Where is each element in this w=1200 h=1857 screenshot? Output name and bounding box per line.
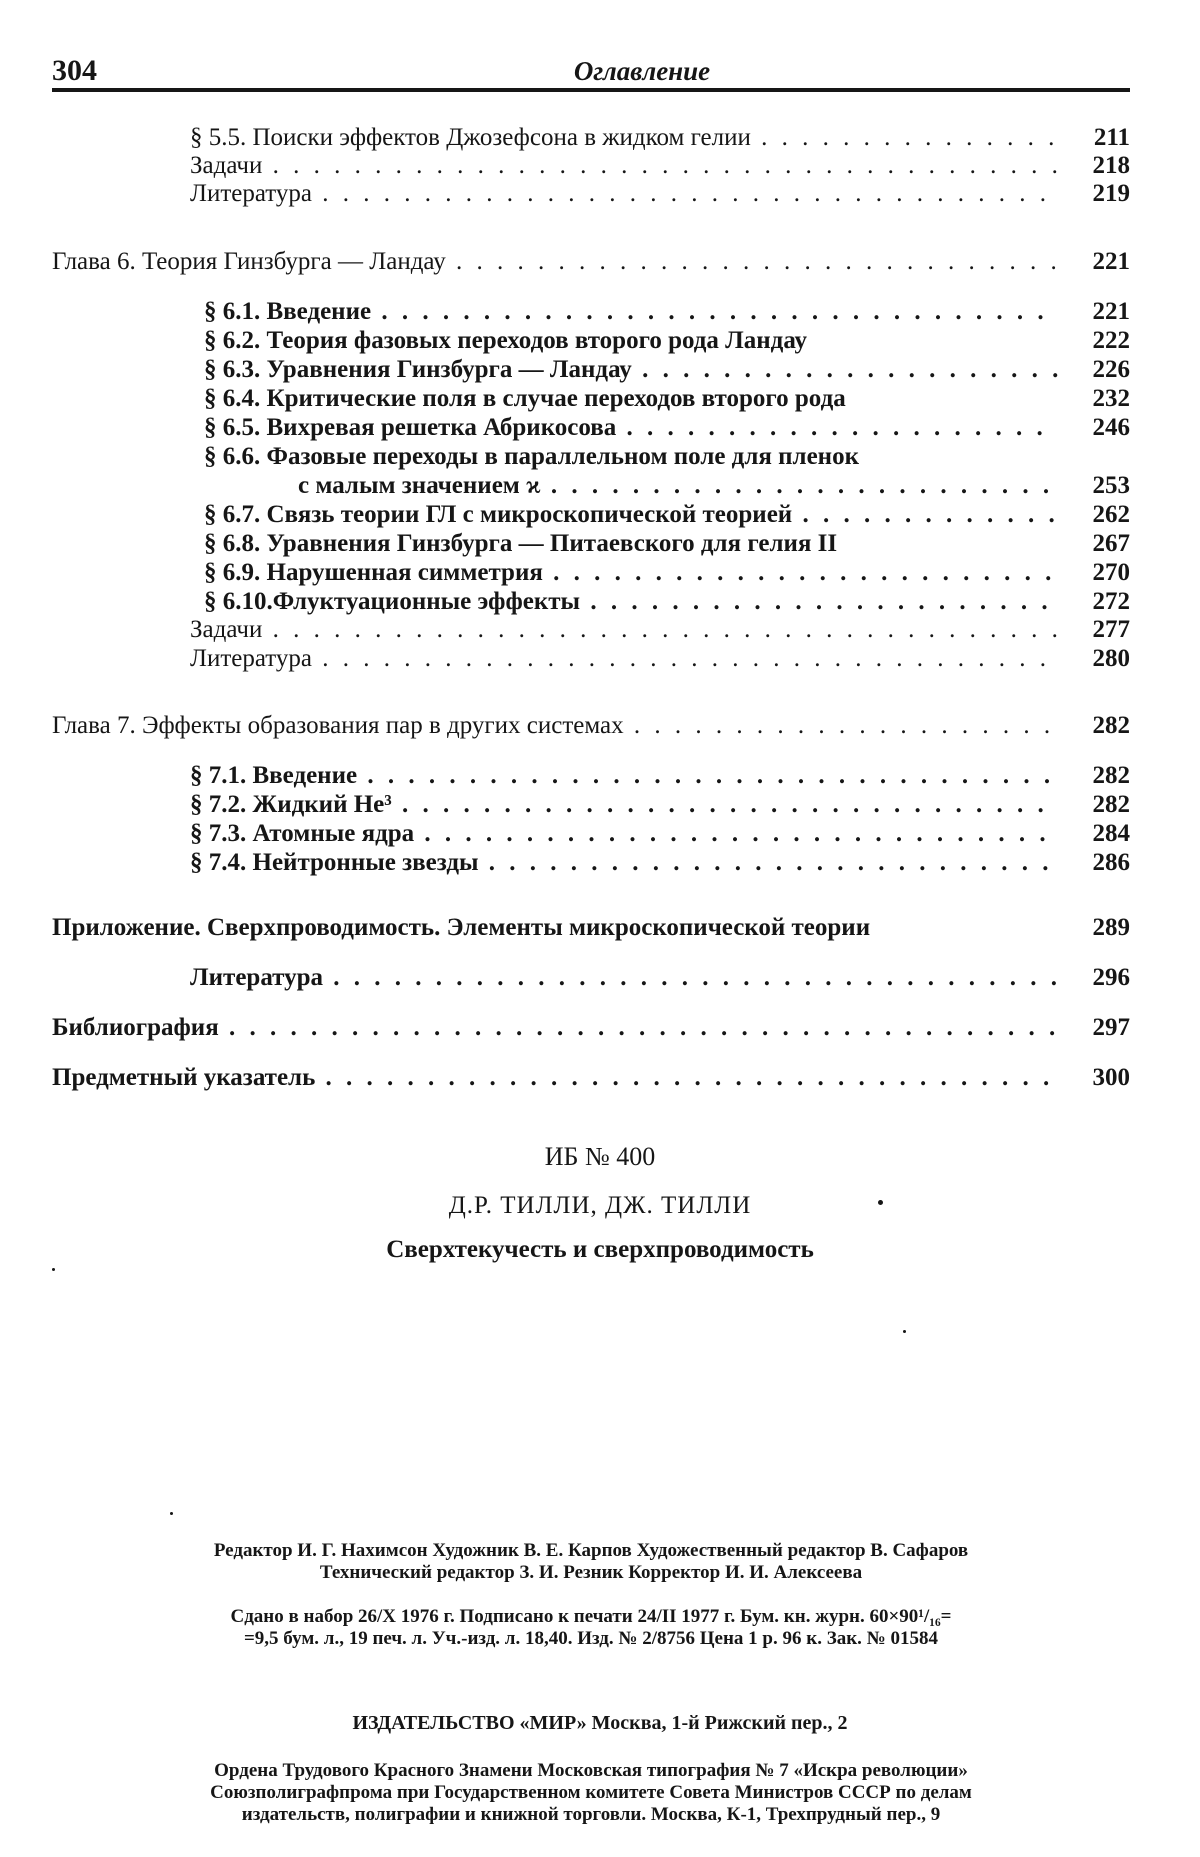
toc-entry <box>204 559 1130 589</box>
running-title: Оглавление <box>573 56 711 86</box>
toc-entry-page: 218 <box>1092 152 1130 179</box>
credits-line: Технический редактор З. И. Резник Корректор И. И. Алексеева <box>319 1562 863 1583</box>
toc-entry <box>204 443 1130 473</box>
toc-entry <box>190 152 1130 182</box>
printing-line: Сдано в набор 26/X 1976 г. Подписано к печати 24/II 1977 г. Бум. кн. журн. 60×90¹/₁₆= <box>230 1606 952 1627</box>
printer-details <box>52 1760 1130 1826</box>
printing-line: =9,5 бум. л., 19 печ. л. Уч.-изд. л. 18,40. Изд. № 2/8756 Цена 1 р. 96 к. Зак. № 01584 <box>243 1628 939 1649</box>
toc-entry-page: 253 <box>1092 472 1130 499</box>
index-entry <box>52 1064 1130 1094</box>
appendix-title: Приложение. Сверхпроводимость. Элементы микроскопической теории <box>52 914 871 941</box>
toc-entry-page: 232 <box>1092 385 1130 412</box>
scan-speck <box>170 1512 173 1515</box>
toc-entry-page: 267 <box>1092 530 1130 557</box>
toc-entry-page: 297 <box>1092 1014 1130 1041</box>
toc-entry-page: 226 <box>1092 356 1130 383</box>
toc-entry-page: 282 <box>1092 762 1130 789</box>
printing-details <box>52 1606 1130 1650</box>
toc-entry-label: § 6.10.Флуктуационные эффекты . . . <box>204 588 1058 616</box>
chapter-title: Глава 7. Эффекты образования пар в других системах . . . <box>52 712 1058 740</box>
toc-entry-label: § 6.6. Фазовые переходы в параллельном поле для пленок <box>204 443 859 470</box>
toc-entry-label: Предметный указатель . . . <box>52 1064 1058 1092</box>
toc-entry-page: 270 <box>1092 559 1130 586</box>
toc-entry-page: 277 <box>1092 616 1130 643</box>
toc-entry <box>204 530 1130 560</box>
toc-entry <box>190 645 1130 675</box>
toc-entry <box>190 180 1130 210</box>
toc-entry <box>190 762 1130 792</box>
toc-entry-label: Литература . . . <box>190 645 1058 673</box>
toc-entry-page: 296 <box>1092 964 1130 991</box>
toc-entry-label: Библиография . . . <box>52 1014 1058 1042</box>
toc-entry-page: 211 <box>1093 124 1130 151</box>
toc-entry-label: § 6.9. Нарушенная симметрия . . . <box>204 559 1058 587</box>
toc-entry <box>190 820 1130 850</box>
toc-entry-page: 262 <box>1092 501 1130 528</box>
toc-entry-page: 221 <box>1092 298 1130 325</box>
ib-number: ИБ № 400 <box>544 1142 656 1171</box>
toc-entry-label: с малым значением ϰ . . . <box>298 472 1058 500</box>
toc-entry-label: Задачи . . . <box>190 616 1058 644</box>
page-number: 304 <box>52 54 97 87</box>
header-rule <box>52 88 1130 92</box>
toc-entry <box>204 414 1130 444</box>
toc-entry-label: Задачи . . . <box>190 152 1058 180</box>
chapter-page: 282 <box>1092 712 1130 739</box>
toc-entry-page: 272 <box>1092 588 1130 615</box>
printer-line: Союзполиграфпрома при Государственном комитете Совета Министров СССР по делам <box>210 1782 972 1803</box>
toc-entry <box>204 298 1130 328</box>
toc-entry-label: Литература . . . <box>190 964 1058 992</box>
toc-entry-label: Литература . . . <box>190 180 1058 208</box>
toc-entry-label: § 7.1. Введение . . . <box>190 762 1058 790</box>
scan-speck <box>903 1330 906 1333</box>
publisher-line: ИЗДАТЕЛЬСТВО «МИР» Москва, 1-й Рижский пер., 2 <box>352 1712 848 1734</box>
chapter-6-heading <box>52 248 1130 278</box>
book-authors: Д.Р. ТИЛЛИ, ДЖ. ТИЛЛИ <box>448 1192 752 1219</box>
toc-entry-label: § 7.2. Жидкий He³ . . . <box>190 791 1058 819</box>
toc-entry-label: § 6.7. Связь теории ГЛ с микроскопической теорией . . . <box>204 501 1058 529</box>
printer-line: Ордена Трудового Красного Знамени Московская типография № 7 «Искра революции» <box>214 1760 968 1781</box>
toc-entry-page: 282 <box>1092 791 1130 818</box>
toc-entry-label: § 6.8. Уравнения Гинзбурга — Питаевского для гелия II <box>204 530 838 557</box>
chapter-title: Глава 6. Теория Гинзбурга — Ландау . . . <box>52 248 1058 276</box>
toc-entry-continuation <box>298 472 1130 502</box>
toc-entry-page: 222 <box>1092 327 1130 354</box>
toc-entry <box>204 385 1130 415</box>
toc-entry-label: § 6.2. Теория фазовых переходов второго рода Ландау <box>204 327 808 354</box>
toc-entry-label: § 5.5. Поиски эффектов Джозефсона в жидком гелии . . . <box>190 124 1058 152</box>
toc-entry <box>190 124 1130 154</box>
credits-line: Редактор И. Г. Нахимсон Художник В. Е. Карпов Художественный редактор В. Сафаров <box>213 1540 969 1561</box>
toc-entry-label: § 6.4. Критические поля в случае переходов второго рода <box>204 385 846 412</box>
toc-entry <box>190 849 1130 879</box>
toc-entry-page: 286 <box>1092 849 1130 876</box>
appendix-heading <box>52 914 1130 944</box>
editorial-credits <box>52 1540 1130 1584</box>
bibliography-entry <box>52 1014 1130 1044</box>
toc-entry <box>204 501 1130 531</box>
toc-entry <box>204 356 1130 386</box>
toc-entry-label: § 7.4. Нейтронные звезды . . . <box>190 849 1058 877</box>
toc-entry-label: § 6.3. Уравнения Гинзбурга — Ландау . . . <box>204 356 1058 384</box>
toc-entry <box>190 791 1130 821</box>
chapter-7-heading <box>52 712 1130 742</box>
toc-entry-label: § 7.3. Атомные ядра . . . <box>190 820 1058 848</box>
book-title: Сверхтекучесть и сверхпроводимость <box>386 1236 814 1263</box>
toc-entry-label: § 6.5. Вихревая решетка Абрикосова . . . <box>204 414 1058 442</box>
toc-entry-label: § 6.1. Введение . . . <box>204 298 1058 326</box>
toc-entry-page: 280 <box>1092 645 1130 672</box>
toc-entry-page: 219 <box>1092 180 1130 207</box>
toc-entry <box>204 327 1130 357</box>
toc-entry-page: 300 <box>1092 1064 1130 1091</box>
page-header <box>52 50 1130 90</box>
printer-line: издательств, полиграфии и книжной торговли. Москва, К-1, Трехпрудный пер., 9 <box>241 1804 941 1825</box>
toc-entry-page: 246 <box>1092 414 1130 441</box>
toc-entry <box>204 588 1130 618</box>
chapter-page: 221 <box>1092 248 1130 275</box>
appendix-page: 289 <box>1092 914 1130 941</box>
toc-entry <box>190 964 1130 994</box>
toc-entry <box>190 616 1130 646</box>
scan-speck <box>52 1268 55 1271</box>
toc-entry-page: 284 <box>1092 820 1130 847</box>
